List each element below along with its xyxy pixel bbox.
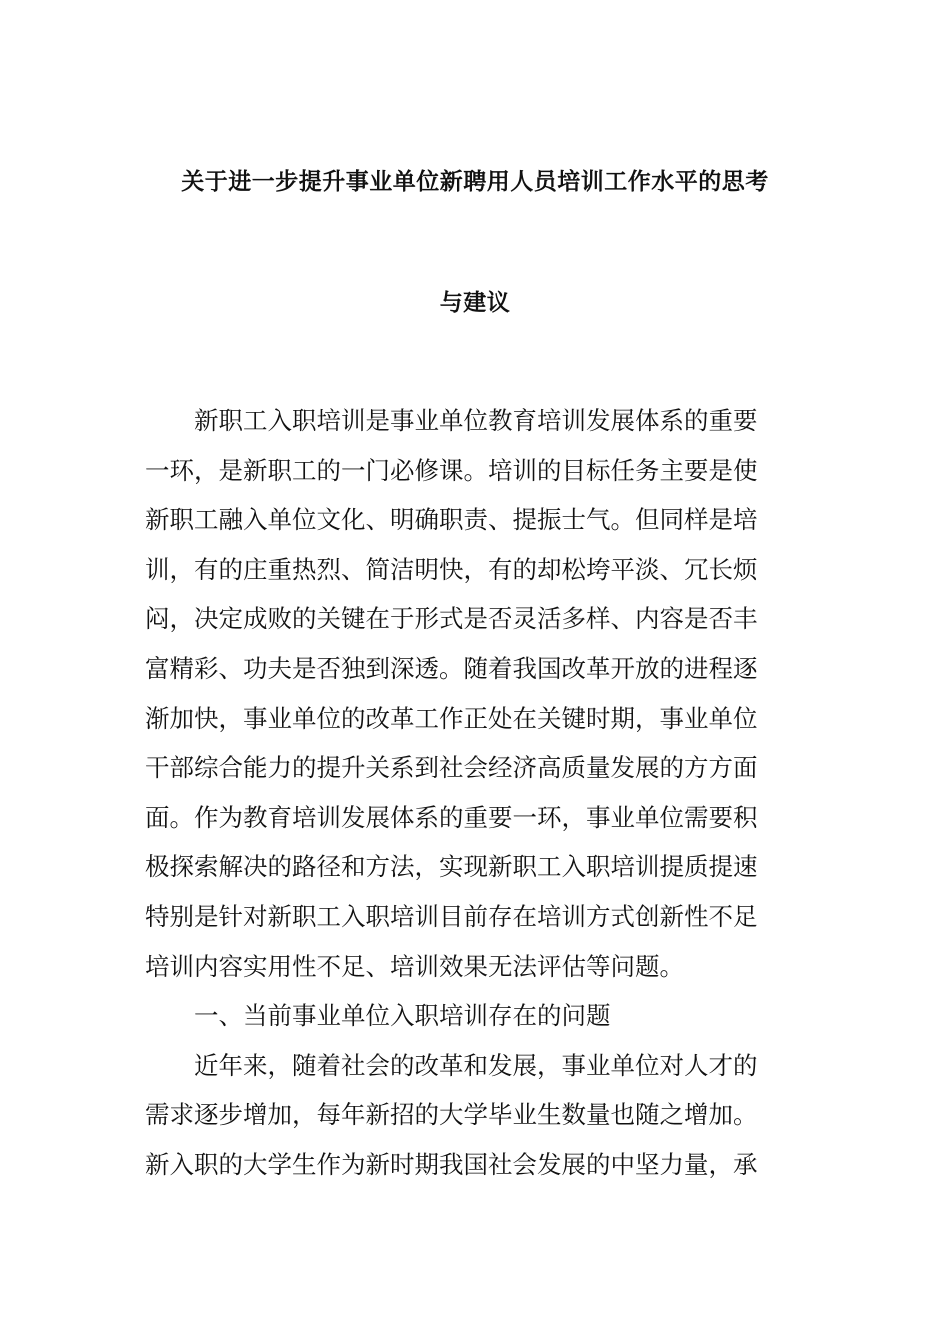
section-heading: 一、当前事业单位入职培训存在的问题 (194, 1001, 611, 1031)
body-line: 富精彩、功夫是否独到深透。随着我国改革开放的进程逐 (145, 653, 758, 683)
body-line: 面。作为教育培训发展体系的重要一环，事业单位需要积 (145, 802, 758, 832)
document-title-line-2: 与建议 (439, 290, 511, 316)
body-line: 特别是针对新职工入职培训目前存在培训方式创新性不足 (145, 901, 758, 931)
body-line: 渐加快，事业单位的改革工作正处在关键时期，事业单位 (145, 703, 758, 733)
body-line: 一环，是新职工的一门必修课。培训的目标任务主要是使 (145, 455, 758, 485)
document-title-line-1: 关于进一步提升事业单位新聘用人员培训工作水平的思考 (181, 169, 769, 195)
body-line: 干部综合能力的提升关系到社会经济高质量发展的方方面 (145, 753, 758, 783)
body-line: 培训内容实用性不足、培训效果无法评估等问题。 (145, 951, 684, 981)
body-line: 新职工融入单位文化、明确职责、提振士气。但同样是培 (145, 505, 758, 535)
document-body (145, 402, 810, 1196)
body-line: 新入职的大学生作为新时期我国社会发展的中坚力量，承 (145, 1149, 758, 1179)
body-line: 训，有的庄重热烈、简洁明快，有的却松垮平淡、冗长烦 (145, 554, 758, 584)
body-line: 需求逐步增加，每年新招的大学毕业生数量也随之增加。 (145, 1100, 758, 1130)
body-line: 近年来，随着社会的改革和发展，事业单位对人才的 (194, 1050, 758, 1080)
body-line: 极探索解决的路径和方法，实现新职工入职培训提质提速 (145, 852, 758, 882)
body-line: 闷，决定成败的关键在于形式是否灵活多样、内容是否丰 (145, 604, 758, 634)
body-line: 新职工入职培训是事业单位教育培训发展体系的重要 (194, 406, 758, 435)
